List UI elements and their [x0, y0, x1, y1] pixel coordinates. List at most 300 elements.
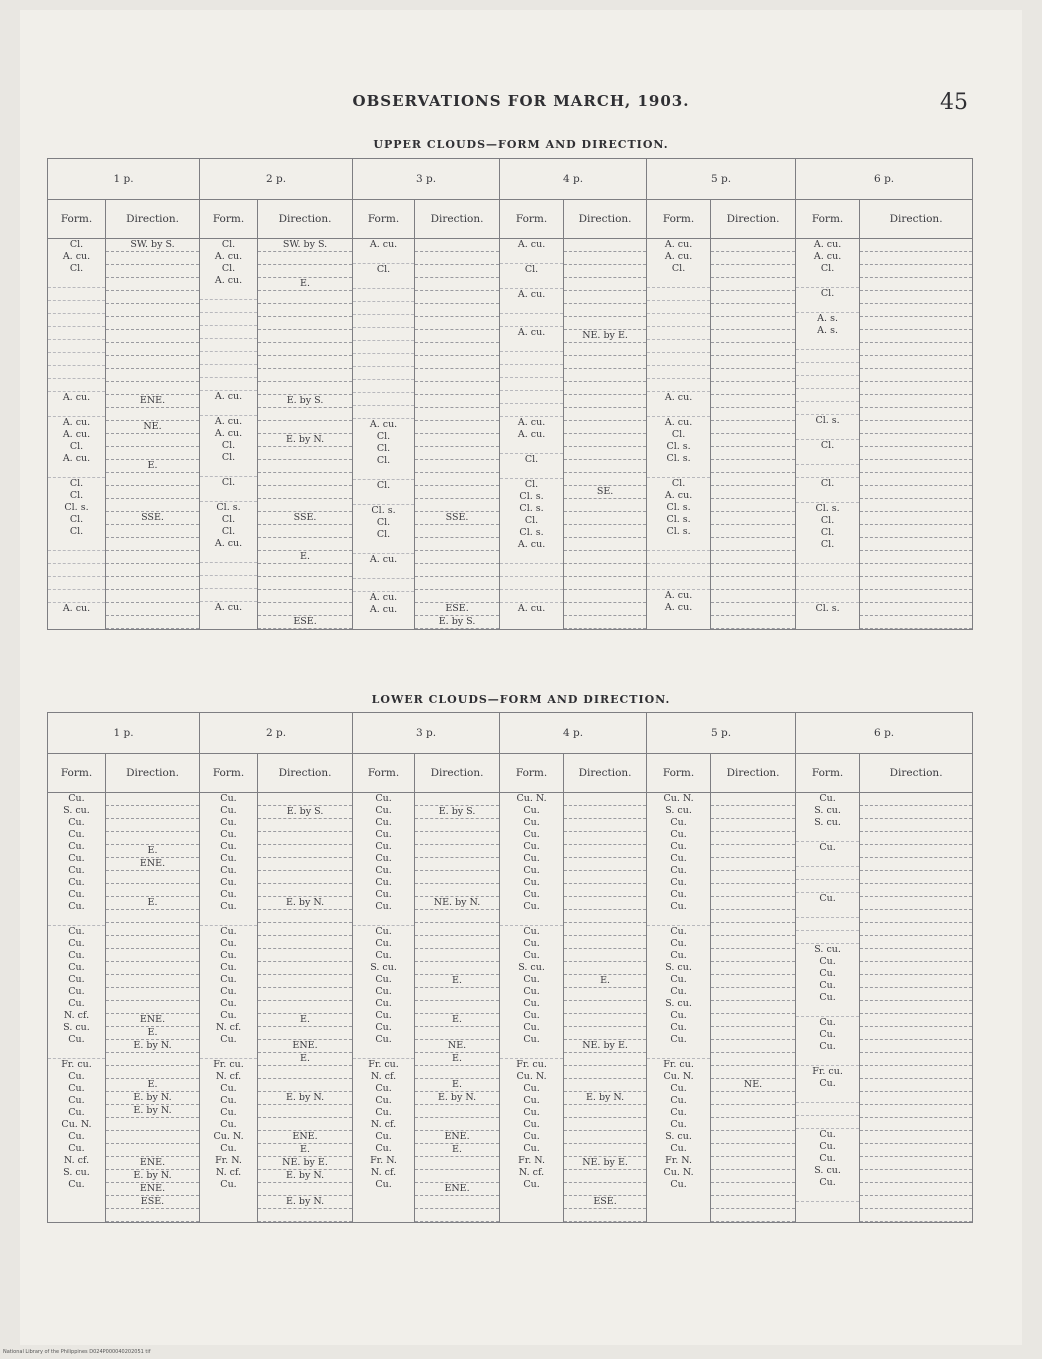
lower-direction-column-3p: [415, 793, 500, 1223]
form-entry: Cu.: [375, 1179, 392, 1190]
form-entry: [796, 1103, 859, 1116]
form-entry: Cu.: [68, 865, 85, 876]
form-entry: [200, 489, 257, 502]
direction-entry: [106, 1144, 199, 1157]
form-entry: Cu. N.: [663, 1071, 694, 1082]
form-entry: Cu.: [375, 926, 392, 937]
direction-entry: E. by N.: [106, 1040, 199, 1053]
direction-entry: [860, 936, 972, 949]
upper-direction-column-5p: [711, 239, 796, 630]
upper-hour-3p: 3 p.: [353, 159, 500, 200]
direction-entry: [415, 949, 499, 962]
form-entry: [796, 1189, 859, 1202]
form-entry: Cl. s.: [815, 415, 840, 426]
form-entry: Cu.: [523, 901, 540, 912]
upper-direction-column-6p: [860, 239, 973, 630]
direction-entry: [564, 1079, 646, 1092]
upper-form-header: Form.: [647, 200, 711, 239]
form-entry: [48, 314, 105, 327]
direction-entry: E. by N.: [258, 434, 352, 447]
direction-entry: E. by S.: [258, 806, 352, 819]
direction-entry: [258, 486, 352, 499]
direction-entry: [415, 317, 499, 330]
lower-direction-column-1p: [106, 793, 200, 1223]
direction-entry: [711, 1027, 795, 1040]
lower-clouds-table: [47, 712, 973, 1223]
form-entry: [500, 378, 563, 391]
form-entry: Cu.: [670, 1119, 687, 1130]
direction-entry: E.: [106, 1079, 199, 1092]
form-entry: [500, 404, 563, 417]
direction-entry: [564, 577, 646, 590]
form-entry: [796, 402, 859, 415]
form-entry: A. cu.: [517, 539, 546, 550]
direction-entry: E.: [415, 1144, 499, 1157]
direction-entry: [711, 525, 795, 538]
form-entry: [796, 867, 859, 880]
form-entry: Cu.: [375, 901, 392, 912]
direction-entry: E.: [106, 460, 199, 473]
direction-entry: [860, 819, 972, 832]
form-entry: Cu.: [220, 1095, 237, 1106]
form-entry: [353, 302, 414, 315]
upper-direction-header: Direction.: [860, 200, 973, 239]
direction-entry: [860, 1001, 972, 1014]
upper-form-column-3p: [353, 239, 415, 630]
lower-form-column-6p: [796, 793, 860, 1223]
lower-hour-3p: 3 p.: [353, 713, 500, 754]
direction-entry: E.: [415, 1053, 499, 1066]
direction-entry: [711, 1157, 795, 1170]
upper-form-header: Form.: [796, 200, 860, 239]
form-entry: Cu.: [819, 842, 836, 853]
form-entry: Cu.: [68, 1131, 85, 1142]
form-entry: Cl.: [376, 431, 391, 442]
upper-direction-column-3p: [415, 239, 500, 630]
form-entry: [647, 1046, 710, 1059]
form-entry: [647, 379, 710, 392]
form-entry: [200, 287, 257, 300]
direction-entry: [258, 975, 352, 988]
direction-entry: E.: [415, 1079, 499, 1092]
direction-entry: [860, 564, 972, 577]
direction-entry: [860, 975, 972, 988]
form-entry: Cl. s.: [666, 502, 691, 513]
direction-entry: NE. by E.: [564, 1040, 646, 1053]
form-entry: N. cf.: [370, 1167, 397, 1178]
form-entry: A. cu.: [664, 251, 693, 262]
direction-entry: [711, 460, 795, 473]
direction-entry: [711, 291, 795, 304]
direction-entry: SE.: [564, 486, 646, 499]
upper-direction-header: Direction.: [258, 200, 353, 239]
form-entry: Cu.: [68, 998, 85, 1009]
form-entry: [353, 341, 414, 354]
form-entry: Cu.: [220, 889, 237, 900]
form-entry: [796, 490, 859, 503]
direction-entry: [564, 291, 646, 304]
form-entry: [796, 905, 859, 918]
form-entry: [647, 404, 710, 417]
direction-entry: [860, 1196, 972, 1209]
direction-entry: [415, 343, 499, 356]
form-entry: [796, 931, 859, 944]
direction-entry: [711, 343, 795, 356]
form-entry: Cu.: [670, 901, 687, 912]
direction-entry: [564, 910, 646, 923]
direction-entry: [711, 949, 795, 962]
direction-entry: [564, 806, 646, 819]
form-entry: Cu.: [670, 853, 687, 864]
direction-entry: [564, 525, 646, 538]
form-entry: Cl.: [376, 517, 391, 528]
form-entry: Cu.: [523, 865, 540, 876]
form-entry: Cu. N.: [516, 1071, 547, 1082]
direction-entry: [258, 845, 352, 858]
lower-direction-header: Direction.: [106, 754, 200, 793]
upper-clouds-table: [47, 158, 973, 630]
form-entry: A. cu.: [214, 416, 243, 427]
direction-entry: SSE.: [106, 512, 199, 525]
lower-form-header: Form.: [647, 754, 711, 793]
form-entry: [500, 913, 563, 926]
lower-form-header: Form.: [796, 754, 860, 793]
direction-entry: [564, 369, 646, 382]
direction-entry: [860, 577, 972, 590]
form-entry: Cl.: [524, 454, 539, 465]
form-entry: Cu.: [670, 841, 687, 852]
form-entry: [796, 564, 859, 577]
direction-entry: [860, 1014, 972, 1027]
direction-entry: [106, 1053, 199, 1066]
form-entry: [48, 379, 105, 392]
form-entry: Fr. N.: [370, 1155, 397, 1166]
form-entry: A. s.: [817, 313, 838, 324]
direction-entry: [860, 330, 972, 343]
form-entry: [200, 352, 257, 365]
upper-form-header: Form.: [200, 200, 258, 239]
form-entry: Cu.: [375, 1131, 392, 1142]
direction-entry: [860, 304, 972, 317]
direction-entry: [711, 871, 795, 884]
direction-entry: [564, 1027, 646, 1040]
form-entry: [647, 340, 710, 353]
direction-entry: [415, 551, 499, 564]
direction-entry: [415, 434, 499, 447]
direction-entry: [564, 317, 646, 330]
direction-entry: E. by S.: [415, 616, 499, 629]
form-entry: Cl.: [376, 264, 391, 275]
form-entry: [200, 313, 257, 326]
form-entry: Cu.: [375, 1143, 392, 1154]
direction-entry: [564, 603, 646, 616]
form-entry: Cu.: [375, 974, 392, 985]
direction-entry: E.: [564, 975, 646, 988]
direction-entry: [415, 793, 499, 806]
direction-entry: NE.: [415, 1040, 499, 1053]
upper-direction-header: Direction.: [564, 200, 647, 239]
form-entry: Cu.: [220, 865, 237, 876]
form-entry: Cl.: [69, 478, 84, 489]
form-entry: Cu.: [670, 986, 687, 997]
form-entry: Cu.: [375, 950, 392, 961]
direction-entry: [106, 317, 199, 330]
direction-entry: E. by N.: [106, 1170, 199, 1183]
direction-entry: [564, 356, 646, 369]
direction-entry: [258, 1118, 352, 1131]
direction-entry: [860, 884, 972, 897]
direction-entry: [860, 265, 972, 278]
direction-entry: [711, 910, 795, 923]
direction-entry: [106, 988, 199, 1001]
direction-entry: [258, 1001, 352, 1014]
form-entry: Cl.: [376, 480, 391, 491]
direction-entry: E.: [258, 1053, 352, 1066]
form-entry: [48, 366, 105, 379]
form-entry: [200, 326, 257, 339]
direction-entry: [860, 1131, 972, 1144]
form-entry: Cu.: [220, 829, 237, 840]
form-entry: [500, 339, 563, 352]
form-entry: Cu.: [670, 926, 687, 937]
form-entry: [796, 590, 859, 603]
direction-entry: [415, 460, 499, 473]
form-entry: [353, 1046, 414, 1059]
form-entry: Cu.: [220, 974, 237, 985]
direction-entry: [860, 395, 972, 408]
direction-entry: [106, 949, 199, 962]
form-entry: [48, 275, 105, 288]
form-entry: Cu.: [68, 1179, 85, 1190]
direction-entry: [106, 962, 199, 975]
direction-entry: E.: [415, 975, 499, 988]
direction-entry: [711, 832, 795, 845]
form-entry: Cu.: [523, 1107, 540, 1118]
form-entry: Cu.: [819, 1141, 836, 1152]
direction-entry: [564, 1014, 646, 1027]
form-entry: Cu.: [220, 986, 237, 997]
form-entry: [647, 327, 710, 340]
direction-entry: [415, 1118, 499, 1131]
direction-entry: [564, 1170, 646, 1183]
form-entry: Cu.: [670, 1034, 687, 1045]
archive-footer: National Library of the Philippines D024P000040202051 tif: [3, 1349, 151, 1355]
direction-entry: [711, 988, 795, 1001]
direction-entry: E. by S.: [258, 395, 352, 408]
direction-entry: [415, 1170, 499, 1183]
direction-entry: [106, 793, 199, 806]
direction-entry: [415, 330, 499, 343]
lower-hour-2p: 2 p.: [200, 713, 353, 754]
form-entry: [647, 366, 710, 379]
form-entry: Cl. s.: [815, 603, 840, 614]
direction-entry: [415, 278, 499, 291]
direction-entry: [415, 884, 499, 897]
direction-entry: [860, 252, 972, 265]
direction-entry: [860, 988, 972, 1001]
direction-entry: [258, 884, 352, 897]
direction-entry: [106, 343, 199, 356]
direction-entry: [711, 975, 795, 988]
form-entry: [500, 590, 563, 603]
form-entry: A. cu.: [62, 453, 91, 464]
direction-entry: [860, 486, 972, 499]
direction-entry: [415, 473, 499, 486]
form-entry: N. cf.: [215, 1167, 242, 1178]
direction-entry: [711, 447, 795, 460]
direction-entry: [564, 936, 646, 949]
direction-entry: E.: [106, 1027, 199, 1040]
form-entry: [353, 467, 414, 480]
form-entry: [353, 492, 414, 505]
form-entry: [796, 363, 859, 376]
direction-entry: [711, 819, 795, 832]
direction-entry: [860, 1144, 972, 1157]
form-entry: Cl.: [524, 515, 539, 526]
form-entry: A. cu.: [214, 251, 243, 262]
form-entry: Cu.: [220, 1143, 237, 1154]
form-entry: [647, 551, 710, 564]
form-entry: Cu.: [68, 1034, 85, 1045]
form-entry: Cu.: [375, 865, 392, 876]
lower-direction-column-5p: [711, 793, 796, 1223]
direction-entry: E.: [258, 1144, 352, 1157]
direction-entry: [711, 1040, 795, 1053]
form-entry: A. s.: [817, 325, 838, 336]
form-entry: [796, 275, 859, 288]
form-entry: Cl. s.: [216, 502, 241, 513]
direction-entry: [860, 1053, 972, 1066]
form-entry: [796, 465, 859, 478]
form-entry: [200, 365, 257, 378]
form-entry: [500, 365, 563, 378]
form-entry: [500, 391, 563, 404]
form-entry: Cu.: [523, 974, 540, 985]
form-entry: [500, 352, 563, 365]
form-entry: A. cu.: [369, 239, 398, 250]
form-entry: Cu.: [523, 938, 540, 949]
form-entry: [48, 551, 105, 564]
form-entry: [647, 288, 710, 301]
form-entry: [500, 276, 563, 289]
form-entry: Fr. cu.: [663, 1059, 694, 1070]
direction-entry: [415, 395, 499, 408]
form-entry: [200, 464, 257, 477]
form-entry: Cl. s.: [666, 453, 691, 464]
direction-entry: [564, 1001, 646, 1014]
direction-entry: E.: [258, 551, 352, 564]
form-entry: A. cu.: [214, 538, 243, 549]
direction-entry: [415, 499, 499, 512]
form-entry: Cu.: [523, 986, 540, 997]
direction-entry: [106, 538, 199, 551]
direction-entry: [106, 577, 199, 590]
form-entry: Cl.: [376, 455, 391, 466]
form-entry: Cu.: [523, 950, 540, 961]
form-entry: Cu.: [375, 1083, 392, 1094]
form-entry: A. cu.: [664, 417, 693, 428]
direction-entry: [860, 499, 972, 512]
form-entry: Cl. s.: [64, 502, 89, 513]
form-entry: Fr. cu.: [61, 1059, 92, 1070]
form-entry: Cl.: [221, 263, 236, 274]
form-entry: Cu.: [375, 1010, 392, 1021]
direction-entry: [711, 1170, 795, 1183]
direction-entry: [564, 382, 646, 395]
form-entry: Cu.: [670, 1107, 687, 1118]
form-entry: [796, 1090, 859, 1103]
form-entry: [48, 538, 105, 551]
form-entry: Cu.: [220, 1083, 237, 1094]
direction-entry: [415, 871, 499, 884]
direction-entry: [711, 408, 795, 421]
form-entry: A. cu.: [369, 592, 398, 603]
form-entry: Cl.: [69, 514, 84, 525]
form-entry: A. cu.: [813, 251, 842, 262]
direction-entry: [106, 356, 199, 369]
form-entry: Cl.: [376, 529, 391, 540]
direction-entry: [415, 1027, 499, 1040]
direction-entry: [106, 1118, 199, 1131]
direction-entry: [258, 291, 352, 304]
form-entry: Cl. s.: [519, 503, 544, 514]
form-entry: Cu.: [523, 853, 540, 864]
direction-entry: [415, 832, 499, 845]
form-entry: Cu.: [523, 829, 540, 840]
direction-entry: [564, 473, 646, 486]
upper-direction-column-4p: [564, 239, 647, 630]
form-entry: Cu.: [68, 962, 85, 973]
upper-direction-header: Direction.: [415, 200, 500, 239]
form-entry: Cu.: [220, 938, 237, 949]
direction-entry: ENE.: [415, 1183, 499, 1196]
form-entry: Cl. s.: [666, 514, 691, 525]
direction-entry: [711, 356, 795, 369]
direction-entry: [258, 871, 352, 884]
form-entry: N. cf.: [63, 1155, 90, 1166]
direction-entry: ESE.: [415, 603, 499, 616]
direction-entry: [860, 1066, 972, 1079]
direction-entry: [415, 1157, 499, 1170]
direction-entry: NE.: [711, 1079, 795, 1092]
form-entry: [48, 577, 105, 590]
direction-entry: [711, 590, 795, 603]
direction-entry: [860, 460, 972, 473]
direction-entry: ENE.: [106, 1014, 199, 1027]
form-entry: [200, 403, 257, 416]
direction-entry: [711, 1196, 795, 1209]
form-entry: Cu. N.: [213, 1131, 244, 1142]
direction-entry: [564, 564, 646, 577]
direction-entry: [711, 486, 795, 499]
form-entry: Cu.: [670, 829, 687, 840]
direction-entry: [564, 421, 646, 434]
direction-entry: [711, 884, 795, 897]
lower-direction-column-2p: [258, 793, 353, 1223]
form-entry: [647, 913, 710, 926]
form-entry: Cu.: [220, 805, 237, 816]
direction-entry: [415, 538, 499, 551]
form-entry: Cu.: [375, 1095, 392, 1106]
direction-entry: [860, 923, 972, 936]
direction-entry: [415, 291, 499, 304]
form-entry: S. cu.: [665, 998, 692, 1009]
form-entry: Cu.: [670, 817, 687, 828]
form-entry: [353, 566, 414, 579]
form-entry: Cl. s.: [666, 526, 691, 537]
upper-hour-4p: 4 p.: [500, 159, 647, 200]
direction-entry: [711, 1144, 795, 1157]
